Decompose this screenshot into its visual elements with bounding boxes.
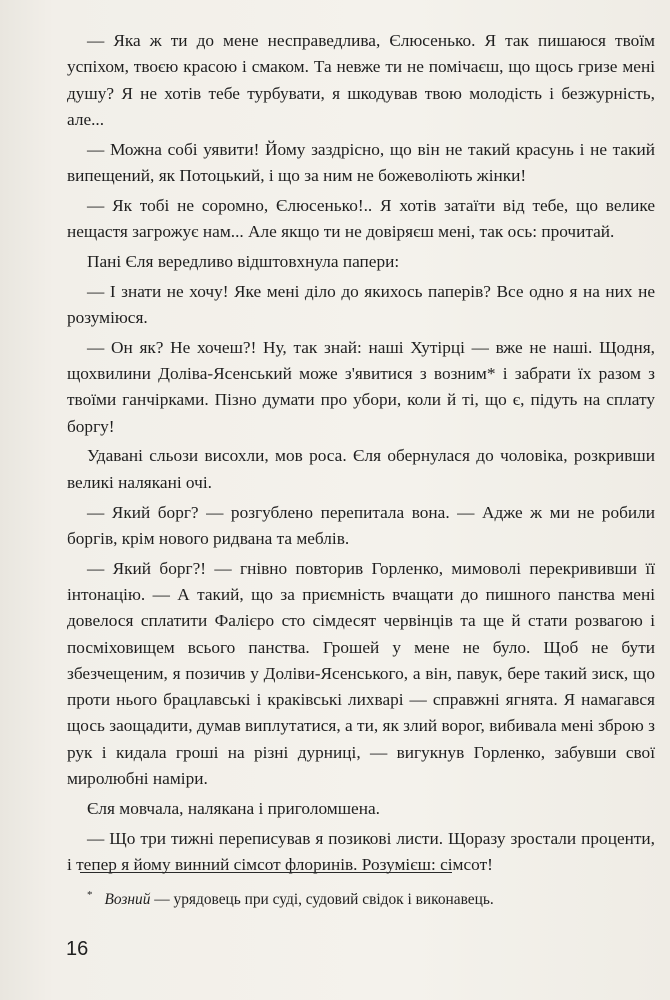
paragraph: — І знати не хочу! Яке мені діло до якихось паперів? Все одно я на них не розуміюся. <box>67 281 655 327</box>
paragraph: — Що три тижні переписував я позикові листи. Щоразу зростали проценти, і тепер я йому винний сімсот флоринів. Розумієш: сімсот! <box>67 828 655 874</box>
footnote-term: Возний <box>104 891 151 909</box>
paragraph: — Можна собі уявити! Йому заздрісно, що він не такий красунь і не такий випещений, як Потоцький, і що за ним не божеволіють жінки! <box>67 139 655 185</box>
footnote <box>87 884 647 911</box>
paragraph: — Он як? Не хочеш?! Ну, так знай: наші Хутірці — вже не наші. Щодня, щохвилини Доліва-Ясенський може з'явитися з возним* і забрати їх разом з твоїми ганчірками. Пізно думати про убори, коли й ті, що є, підуть на сплату боргу! <box>67 337 655 436</box>
footnote-marker: * <box>87 889 93 901</box>
footnote-divider <box>80 872 452 873</box>
footnote-text: — урядовець при суді, судовий свідок і виконавець. <box>150 891 494 909</box>
paragraph: — Як тобі не соромно, Єлюсенько!.. Я хотів затаїти від тебе, що велике нещастя загрожує нам... Але якщо ти не довіряєш мені, так ось: прочитай. <box>67 195 655 242</box>
paragraph: Єля мовчала, налякана і приголомшена. <box>87 798 380 818</box>
paragraph: — Який борг? — розгублено перепитала вона. — Адже ж ми не робили боргів, крім нового ридвана та меблів. <box>67 502 655 548</box>
main-text <box>67 28 655 882</box>
page-number: 16 <box>66 938 89 960</box>
paragraph: — Який борг?! — гнівно повторив Горленко, мимоволі перекрививши її інтонацію. — А такий, що за приємність вчащати до пишного панства мені довелося сплатити Фалієро сто сімдесят червінців та ще й стати розвагою і посміховищем всього панства. Грошей у мене не було. Щоб не бути збезчещеним, я позичив у Доліви-Ясенського, а він, павук, бере такий зиск, що проти нього брацлавські і краківські лихварі — справжні ягнята. Я намагався щось заощадити, думав виплутатися, а ти, як злий ворог, вибивала мені зброю з рук і кидала гроші на різні дурниці, — вигукнув Горленко, забувши свої миролюбні наміри. <box>67 558 655 789</box>
paragraph: Пані Єля вередливо відштовхнула папери: <box>87 251 400 271</box>
paragraph: Удавані сльози висохли, мов роса. Єля обернулася до чоловіка, розкривши великі налякані очі. <box>67 446 655 492</box>
paragraph: — Яка ж ти до мене несправедлива, Єлюсенько. Я так пишаюся твоїм успіхом, твоєю красою і смаком. Та невже ти не помічаєш, що щось гризе мені душу? Я не хотів тебе турбувати, я шкодував твою молодість і безжурність, але... <box>67 31 655 129</box>
